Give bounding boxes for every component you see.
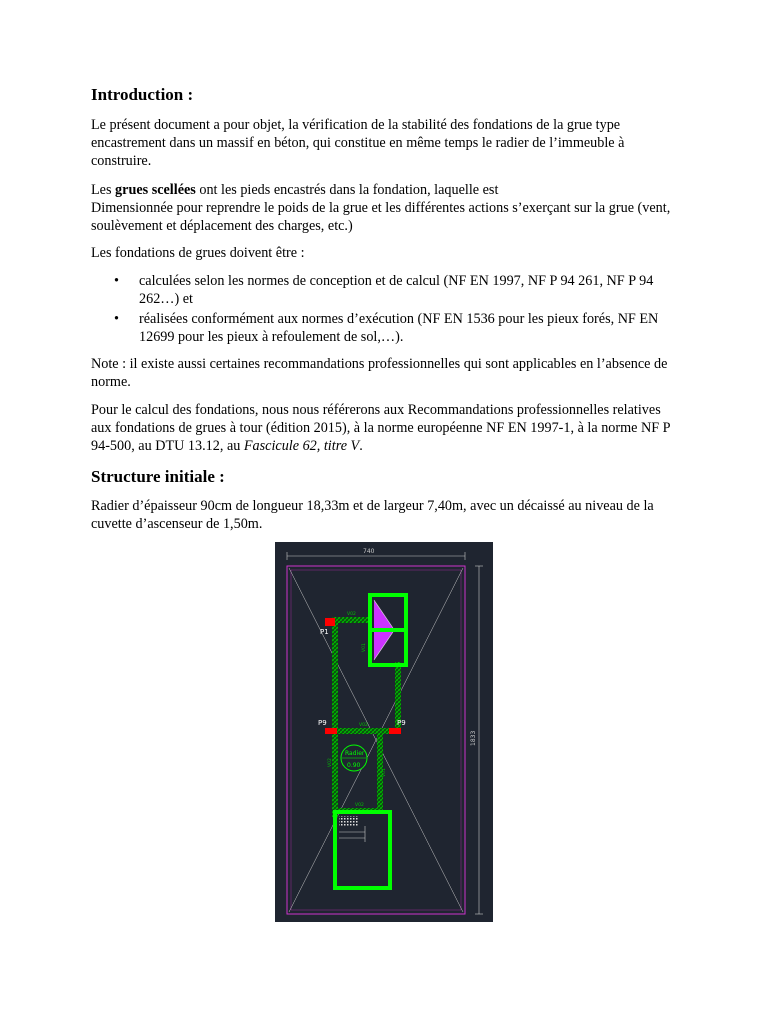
column-p9-left [325,728,337,734]
p2-bold-term: grues scellées [115,182,196,198]
column-label-p9-left: P9 [318,719,327,727]
stair-hatch [339,816,359,826]
beam-hatch [332,617,372,623]
beam-label: V02 [355,803,364,808]
p2-text-line1: ont les pieds encastrés dans la fondation, laquelle est [195,182,499,198]
intro-note: Note : il existe aussi certaines recommandations professionnelles qui sont applicables en l’absence de norme. [91,356,668,390]
intro-paragraph-1: Le présent document a pour objet, la vérification de la stabilité des fondations de la grue type encastrement dans un massif en béton, qui constitue en même temps le radier de l’immeuble à construire. [91,117,625,169]
foundation-plan-drawing [275,542,493,922]
column-p9-right [389,728,401,734]
beam-hatch [332,617,338,817]
beam-label: V01 [362,643,367,652]
structure-heading: Structure initiale : [91,467,225,486]
p2-text-before: Les [91,182,116,198]
beam-label: V02 [328,758,333,767]
p5-text: Pour le calcul des fondations, nous nous référerons aux Recommandations professionnelles relatives aux fondations de grues à tour (édition 2015), à la norme européenne NF EN 1997-1, à la norme NF P 94-500, au DTU 13.12, au [91,402,671,454]
list-item: • réalisées conformément aux normes d’exécution (NF EN 1536 pour les pieux forés, NF EN 12699 pour les pieux à refoulement de sol,…). [91,310,681,346]
beam-label: V01 [382,768,387,777]
p2-text-line2: Dimensionnée pour reprendre le poids de la grue et les différentes actions s’exerçant sur la grue (vent, soulèvement et déplacement des charges, etc.) [91,200,671,234]
radier-value: 0.90 [347,762,361,769]
intro-paragraph-2 [91,181,681,235]
p5-italic-ref: Fascicule 62, titre V [243,438,360,454]
column-label-p9-right: P9 [397,719,406,727]
beam-label: V02 [359,723,368,728]
norms-list [91,272,681,348]
column-p1 [325,618,335,626]
intro-paragraph-5 [91,401,681,455]
radier-label: Radier [345,750,365,757]
beam-label: V02 [347,612,356,617]
column-label-p1: P1 [320,628,329,636]
intro-paragraph-3: Les fondations de grues doivent être : [91,245,305,261]
list-item: • calculées selon les normes de conception et de calcul (NF EN 1997, NF P 94 261, NF P 94 262…) et [91,272,681,308]
length-dimension-label: 1833 [470,730,477,746]
length-dimension [470,566,483,914]
radier-tag [341,745,367,771]
structure-paragraph: Radier d’épaisseur 90cm de longueur 18,33m et de largeur 7,40m, avec un décaissé au niveau de la cuvette d’ascenseur de 1,50m. [91,498,654,532]
beam-hatch [332,728,398,734]
width-dimension-label: 740 [363,548,375,555]
width-dimension [287,548,465,560]
intro-heading: Introduction : [91,85,194,104]
p5-end: . [359,438,363,454]
